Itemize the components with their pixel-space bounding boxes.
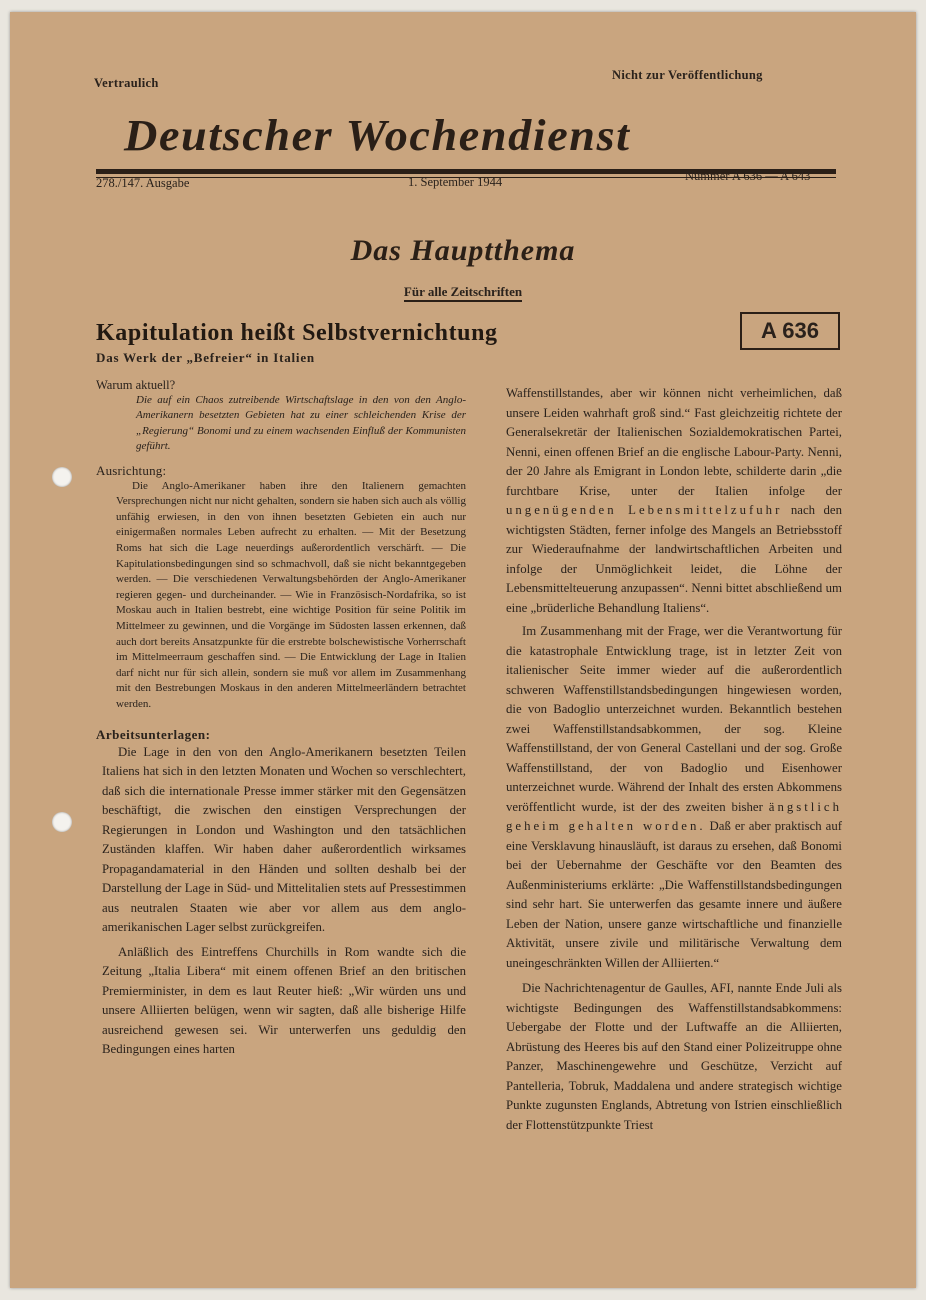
confidential-label: Vertraulich: [94, 76, 159, 90]
warum-heading: Warum aktuell?: [96, 378, 176, 392]
ausrichtung-heading: Ausrichtung:: [96, 462, 167, 478]
audience-label: [10, 284, 916, 300]
not-for-publication-label: Nicht zur Veröffentlichung: [612, 68, 763, 82]
document-number: Nummer A 636 — A 643: [685, 169, 811, 183]
article-subheadline: Das Werk der „Befreier“ in Italien: [96, 350, 315, 365]
article-code-box: A 636: [740, 312, 840, 350]
ausrichtung-text: Die Anglo-Amerikaner haben ihre den Italienern gemachten Versprechungen nicht nur nicht gehalten, sondern sie haben sich auch als völlig unfähig erwiesen, in den von ihnen besetzten Gebieten ein auch nur einigermaßen normales Leben aufrecht zu erhalten. — Mit der Besetzung Roms hat sich die Lage neuerdings außerordentlich verschärft. — Die Kapitulationsbedingungen sind so schmachvoll, daß sie nicht bekanntgegeben werden. — Die verschiedenen Verwaltungsbehörden der Anglo-Amerikaner regieren gegen- und durcheinander. — Wie in Französisch-Nordafrika, so ist Moskau auch in Italien bestrebt, eine wichtige Position für seine Politik im Mittelmeer zu gewinnen, und die Vorgänge im Südosten lassen erkennen, daß auch dort bereits Ansatzpunkte für die erstrebte bolschewistische Vorherrschaft im Mittelmeerraum geschaffen sind. — Die Entwicklung der Lage in Italien darf nicht nur für sich allein, sondern sie muß vor allem im Zusammenhang mit den Bestrebungen Moskaus in den anderen Mittelmeerländern betrachtet werden.: [116, 479, 466, 710]
punch-hole-top: [52, 467, 72, 487]
right-paragraph-2-part-a: Im Zusammenhang mit der Frage, wer die Verantwortung für die katastrophale Entwicklung trage, ist in letzter Zeit von italienischer Seite immer wieder auf die außerordentlich schweren Waffenstillstandsbedingungen hingewiesen worden, die von Badoglio unterzeichnet wurden. Bekanntlich bestehen zwei Waffenstillstandsabkommen, der sog. Kleine Waffenstillstand, der von General Castellani und der sog. Große Waffenstillstand, der von Badoglio und Eisenhower unterzeichnet wurde. Während der Inhalt des ersten Abkommens veröffentlicht wurde, ist der des zweiten bisher: [506, 624, 842, 814]
right-paragraph-1-part-b: nach den wichtigsten Städten, ferner infolge des Mangels an Betriebsstoff zur Wiederaufnahme der landwirtschaftlichen Arbeiten und infolge der Unmöglichkeit leidet, die Löhne der Lebensmittelteuerung anzupassen“. Nenni bittet abschließend um eine „brüderliche Behandlung Italiens“.: [506, 503, 842, 615]
right-column: [506, 384, 842, 1139]
arbeitsunterlagen-paragraph-1: Die Lage in den von den Anglo-Amerikanern besetzten Teilen Italiens hat sich in den letzten Monaten und Wochen so verschlechtert, daß sich die internationale Presse immer stärker mit den Gegensätzen beschäftigt, die zwischen den einstigen Versprechungen der Regierungen in London und Washington und den tatsächlichen Zuständen klaffen. Wir haben daher außerordentlich wirksames Propagandamaterial in den Händen und sollten deshalb bei der Darstellung der Lage in Süd- und Mittelitalien stets auf Pressestimmen aus neutralen Staaten wie aber vor allem aus dem anglo-amerikanischen Lager selbst zurückgreifen.: [102, 744, 466, 935]
right-paragraph-1-emphasis: ungenügenden Lebensmittelzufuhr: [506, 503, 783, 517]
right-paragraph-2-part-b: Daß er aber praktisch auf eine Versklavung hinausläuft, ist daraus zu ersehen, daß Bonomi bei der Uebernahme der Geschäfte vor den Beamten des Außenministeriums erklärte: „Die Waffenstillstandsbedingungen sind sehr hart. Sie unterwerfen das gesamte innere und äußere Leben der Nation, unsere ganze wirtschaftliche und finanzielle Aktivität, unsere zivile und militärische Verwaltung dem uneingeschränkten Willen der Alliierten.“: [506, 819, 842, 970]
right-paragraph-2: [506, 622, 842, 973]
right-paragraph-3: Die Nachrichtenagentur de Gaulles, AFI, nannte Ende Juli als wichtigste Bedingungen des Waffenstillstandsabkommens: Uebergabe der Flotte und der Luftwaffe an die Alliierten, Abrüstung des Heeres bis auf den Stand einer Polizeitruppe ohne Panzer, Maschinengewehre und Geschütze, Verzicht auf Pantelleria, Tobruk, Maddalena und andere strategisch wichtige Punkte zugunsten Englands, Abtretung von Istrien einschließlich der Flottenstützpunkte Triest: [506, 981, 842, 1132]
right-paragraph-1: [506, 384, 842, 618]
audience-text: Für alle Zeitschriften: [404, 284, 522, 302]
issue-date: 1. September 1944: [408, 175, 503, 189]
left-column: [96, 378, 466, 1060]
arbeitsunterlagen-paragraph-2: Anläßlich des Eintreffens Churchills in Rom wandte sich die Zeitung „Italia Libera“ mit einem offenen Brief an den britischen Premierminister, in dem es laut Reuter hieß: „Wir würden uns und unsere Alliierten belügen, wenn wir sagten, daß alle bisherige Hilfe ausreichend gewesen sei. Wir unterwerfen uns geduldig den Bedingungen eines harten: [102, 944, 466, 1057]
issue-number: 278./147. Ausgabe: [96, 176, 190, 190]
topic-title: Das Hauptthema: [350, 234, 576, 267]
right-paragraph-1-part-a: Waffenstillstandes, aber wir können nicht verheimlichen, daß unsere Leiden wahrhaft groß sind.“ Fast gleichzeitig richtete der Generalsekretär der Italienischen Sozialdemokratischen Partei, Nenni, einen offenen Brief an die englische Labour-Party. Nenni, der 20 Jahre als Emigrant in London lebte, schilderte darin „die furchtbare Krise, unter der Italien infolge der: [506, 386, 842, 498]
right-paragraph-2-emphasis: ängstlich geheim gehalten worden.: [506, 799, 842, 833]
arbeitsunterlagen-heading: Arbeitsunterlagen:: [96, 726, 211, 742]
article-headline: Kapitulation heißt Selbstvernichtung: [96, 320, 498, 346]
punch-hole-bottom: [52, 812, 72, 832]
warum-text: Die auf ein Chaos zutreibende Wirtschaftslage in den von den Anglo-Amerikanern besetzten Gebieten hat zu einer schleichenden Krise der „Regierung“ Bonomi und zu einem wachsenden Einfluß der Kommunisten geführt.: [136, 394, 466, 453]
masthead-title: Deutscher Wochendienst: [124, 111, 631, 160]
document-page: [10, 12, 916, 1288]
